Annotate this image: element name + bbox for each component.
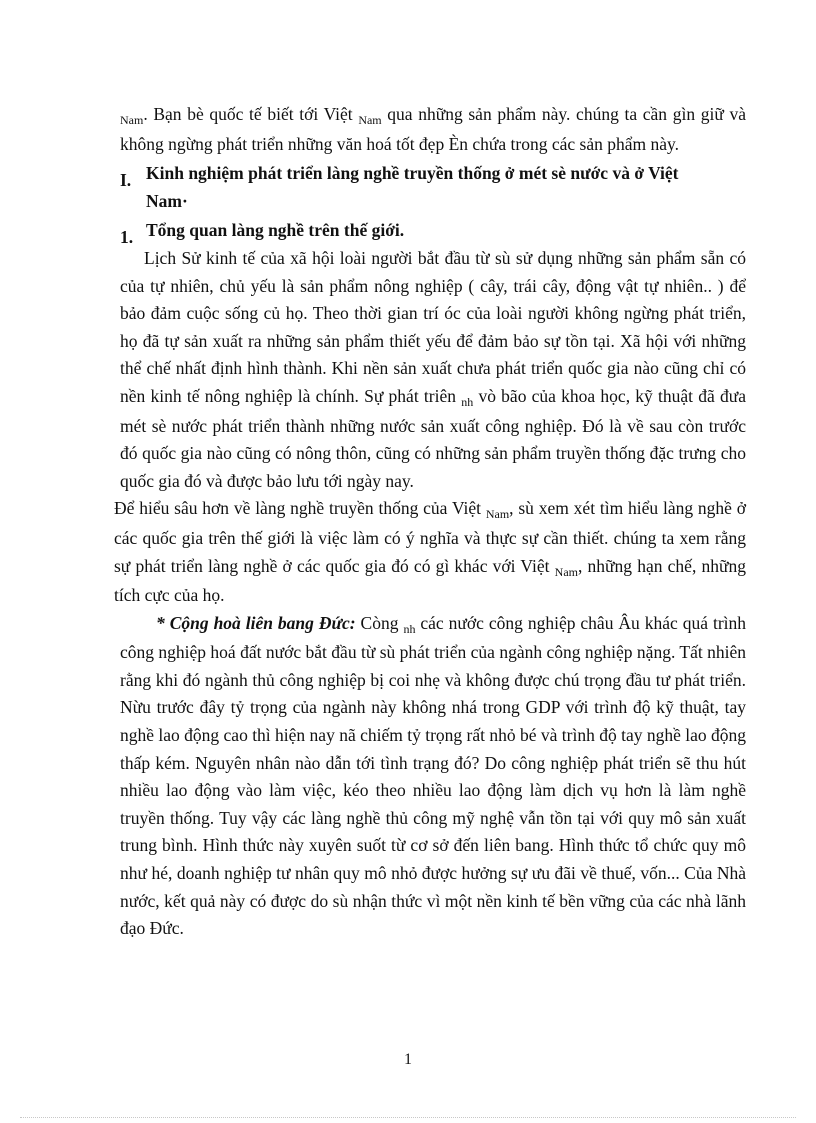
paragraph-text: các nước công nghiệp châu Âu khác quá trình công nghiệp hoá đất nước bắt đầu từ sù phát triển của ngành công nghiệp nặng. Tất nhiên rằng khi đó ngành thủ công nghiệp bị coi nhẹ và không được chú trọng đầu tư phát triển. Nừu trước đây tỷ trọng của ngành này không nhá trong GDP với trình độ kỹ thuật, tay nghề lao động cao thì hiện nay nã chiếm tỷ trọng rất nhỏ bé và trình độ tay nghề lao động thấp kém. Nguyên nhân nào dẫn tới tình trạng đó? Do công nghiệp phát triển sẽ thu hút nhiều lao động vào làm việc, kéo theo nhiều lao động làm dịch vụ hơn là làm nghề truyền thống. Tuy vậy các làng nghề thủ công mỹ nghệ vẫn tồn tại với quy mô sản xuất trung bình. Hình thức này xuyên suốt từ cơ sở đến liên bang. Hình thức tổ chức quy mô như hé, doanh nghiệp tư nhân quy mô nhỏ được hưởng sự ưu đãi về thuế, vốn... Của Nhà nước, kết quả này có được do sù nhận thức vì một nền kinh tế bền vững của các nhà lãnh đạo Đức.	[120, 612, 747, 939]
heading-text	[146, 160, 746, 215]
paragraph-history	[120, 245, 746, 495]
country-label: * Cộng hoà liên bang Đức:	[156, 612, 356, 633]
subscript-text: Nam	[554, 564, 578, 579]
heading-number: 1.	[120, 227, 134, 248]
paragraph-text: vò bão của khoa học, kỹ thuật đã đưa mét sè nước phát triển thành những nước sản xuất công nghiệp. Đó là về sau còn trước đó quốc gia nào cũng có nông thôn, cũng có những sản phẩm truyền thống đặc trưng cho quốc gia đó và được bảo lưu tới ngày nay.	[120, 385, 746, 491]
subscript-text: Nam	[358, 113, 382, 127]
heading-text: Tổng quan làng nghề trên thế giới.	[146, 220, 405, 241]
paragraph-germany	[120, 610, 746, 943]
section-heading-2	[120, 217, 746, 248]
subscript-text: nh	[403, 621, 416, 636]
heading-number: I.	[120, 170, 132, 191]
heading-line: Nam·	[146, 190, 188, 211]
paragraph-text: Lịch Sử kinh tế của xã hội loài người bắt đầu từ sù sử dụng những sản phẩm sẵn có của tự nhiên, chủ yếu là sản phẩm nông nghiệp ( cây, trái cây, động vật tự nhiên.. ) để bảo đảm cuộc sống củ họ. Theo thời gian trí óc của loài người không ngừng phát triển, họ đã tự sản xuất ra những sản phẩm thiết yếu để đảm bảo sự tồn tại. Xã hội với những thể chế nhất định hình thành. Khi nền sản xuất chưa phát triển quốc gia nào cũng chỉ có nền kinh tế nông nghiệp là chính. Sự phát triên	[120, 247, 746, 406]
paragraph-text: qua những sản phẩm này. chúng ta cần gìn giữ và không ngừng phát triển những văn hoá tốt đẹp Èn chứa trong các sản phẩm này.	[120, 104, 747, 154]
subscript-text: nh	[461, 394, 474, 409]
paragraph-text: Còng	[355, 612, 404, 633]
paragraph-text: , những hạn chế, những tích cực của họ.	[114, 555, 746, 606]
subscript-text: Nam	[485, 507, 510, 522]
heading-line: Kinh nghiệm phát triển làng nghề truyền thống ở mét sè nước và ở Việt	[146, 163, 679, 184]
paragraph-text: , sù xem xét tìm hiểu làng nghề ở các quốc gia trên thế giới là việc làm có ý nghĩa và thực sự cần thiết. chúng ta xem rằng sự phát triển làng nghề ở các quốc gia đó có gì khác với Việt	[114, 498, 746, 576]
document-body	[114, 101, 747, 943]
paragraph-purpose	[114, 495, 746, 609]
paragraph-text: Để hiểu sâu hơn về làng nghề truyền thống của Việt	[114, 498, 486, 519]
subscript-text: Nam	[120, 113, 144, 127]
section-heading-1	[120, 160, 746, 215]
paragraph-intro	[120, 101, 746, 158]
footer-divider	[20, 1117, 796, 1118]
page-number: 1	[404, 1051, 412, 1068]
paragraph-text: . Bạn bè quốc tế biết tới Việt	[143, 104, 359, 124]
